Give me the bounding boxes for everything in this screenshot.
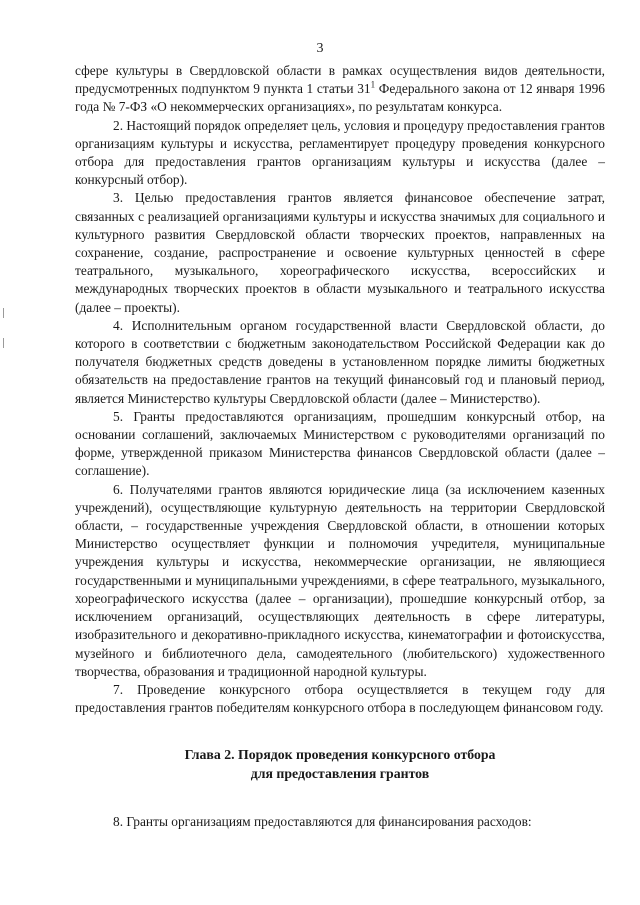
paragraph-text: Федерального закона от 12 января 1996 года № 7-ФЗ «О некоммерческих организациях», по результатам конкурса. <box>75 81 605 115</box>
chapter-heading <box>75 745 605 783</box>
paragraph-8: 8. Гранты организациям предоставляются для финансирования расходов: <box>113 814 532 830</box>
paragraph-7: 7. Проведение конкурсного отбора осуществляется в текущем году для предоставления грантов победителям конкурсного отбора в последующем финансовом году. <box>75 681 605 716</box>
paragraph-text: сфере культуры в Свердловской области в рамках осуществления видов деятельности, предусмотренных подпунктом 9 пункта 1 статьи 31 <box>75 63 605 97</box>
superscript: 1 <box>370 79 376 90</box>
margin-mark <box>3 308 4 318</box>
paragraph-4: 4. Исполнительным органом государственной власти Свердловской области, до которого в соответствии с бюджетным законодательством Российской Федерации как до получателя бюджетных средств доведены в установленном порядке лимиты бюджетных обязательств на предоставление грантов на текущий финансовый год и плановый период, является Министерство культуры Свердловской области (далее – Министерство). <box>75 317 605 406</box>
paragraph-5: 5. Гранты предоставляются организациям, прошедшим конкурсный отбор, на основании соглашений, заключаемых Министерством с руководителями организаций по форме, утвержденной приказом Министерства финансов Свердловской области (далее – соглашение). <box>75 408 605 479</box>
paragraph-6: 6. Получателями грантов являются юридические лица (за исключением казенных учреждений), осуществляющие культурную деятельность на территории Свердловской области, – государственные учреждения Свердловской области, в отношении которых Министерство осуществляет функции и полномочия учредителя, муниципальные учреждения культуры и искусства, некоммерческие организации, не являющиеся государственными и муниципальными учреждениями, в сфере театрального, музыкального, хореографического искусства (далее – организации), прошедшие конкурсный отбор, за исключением организаций, осуществляющих деятельность в сфере литературы, изобразительного и декоративно-прикладного искусства, кинематографии и фотоискусства, музейного и библиотечного дела, самодеятельного (любительского) художественного творчества, образования и традиционной народной культуры. <box>75 481 605 679</box>
paragraph-3: 3. Целью предоставления грантов является финансовое обеспечение затрат, связанных с реализацией организациями культуры и искусства значимых для социального и культурного развития Свердловской области творческих проектов, направленных на сохранение, создание, распространение и освоение культурных ценностей в сфере театрального, музыкального, хореографического искусства, всероссийских и международных творческих проектов в области музыкального и театрального искусства (далее – проекты). <box>75 190 605 315</box>
chapter-heading-line-1: Глава 2. Порядок проведения конкурсного отбора <box>184 747 496 763</box>
document-body <box>75 62 605 832</box>
page-number: 3 <box>316 41 324 56</box>
paragraph-2: 2. Настоящий порядок определяет цель, условия и процедуру предоставления грантов организациям культуры и искусства, регламентирует процедуру проведения конкурсного отбора для предоставления грантов организациям культуры и искусства (далее – конкурсный отбор). <box>75 117 606 188</box>
paragraph-continuation <box>75 62 605 117</box>
chapter-heading-line-2: для предоставления грантов <box>250 766 430 782</box>
margin-mark <box>3 338 4 348</box>
